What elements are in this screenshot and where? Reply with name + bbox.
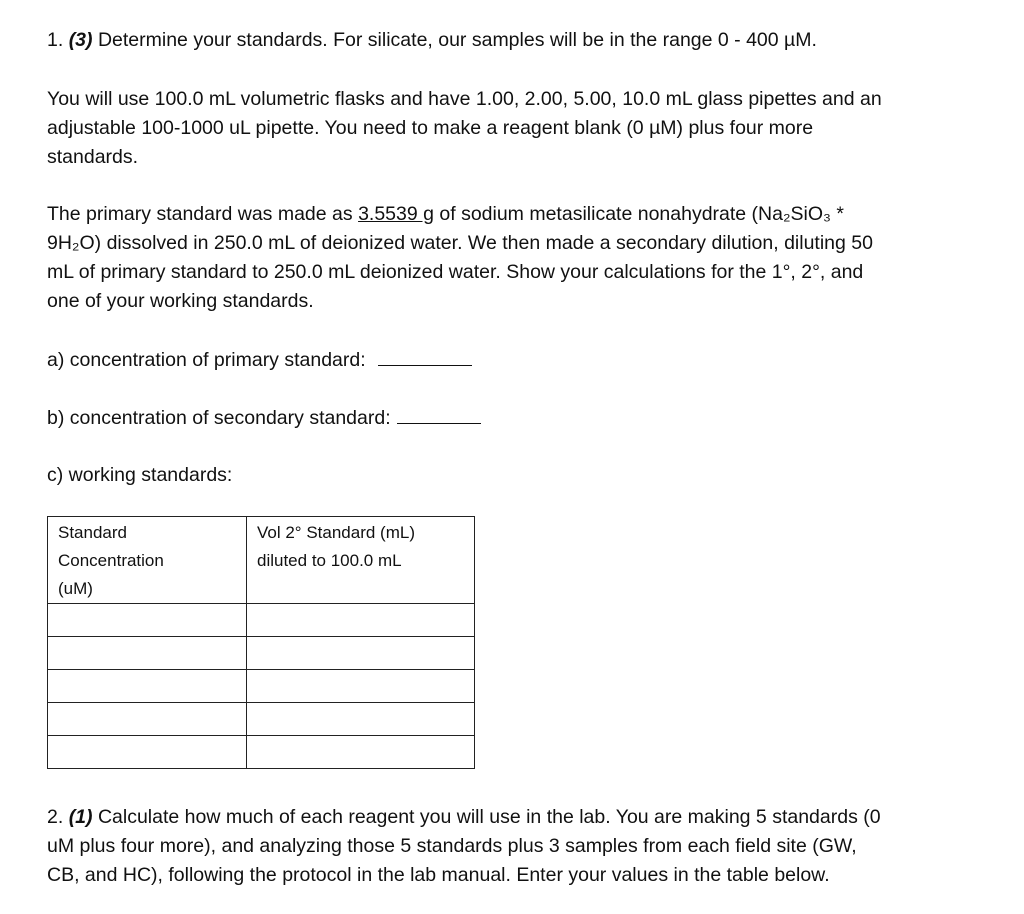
table-cell[interactable]: [48, 736, 247, 769]
table-cell[interactable]: [48, 637, 247, 670]
table-row: [48, 736, 475, 769]
answer-blank-b[interactable]: [397, 405, 481, 424]
primary-standard-paragraph: [47, 200, 997, 316]
header-concentration: Standard Concentration (uM): [48, 517, 247, 604]
header-volume: Vol 2° Standard (mL) diluted to 100.0 mL: [247, 517, 475, 604]
paragraph-line: uM plus four more), and analyzing those 5 standards plus 3 samples from each field site (GW,: [47, 835, 857, 857]
table-row: [48, 670, 475, 703]
line-text: of sodium metasilicate nonahydrate (Na₂SiO₃ *: [433, 203, 845, 225]
question-number: 1.: [47, 29, 69, 51]
paragraph-line: [47, 803, 997, 832]
table-cell[interactable]: [247, 604, 475, 637]
paragraph-line: You will use 100.0 mL volumetric flasks and have 1.00, 2.00, 5.00, 10.0 mL glass pipettes and an: [47, 88, 882, 110]
paragraph-line: 9H₂O) dissolved in 250.0 mL of deionized water. We then made a secondary dilution, diluting 50: [47, 232, 873, 254]
part-c-label: c) working standards:: [47, 464, 233, 486]
table-cell[interactable]: [247, 637, 475, 670]
question-text: Determine your standards. For silicate, our samples will be in the range 0 - 400 µM.: [92, 29, 817, 51]
table-row: [48, 637, 475, 670]
table-cell[interactable]: [247, 670, 475, 703]
paragraph-line: adjustable 100-1000 uL pipette. You need to make a reagent blank (0 µM) plus four more: [47, 117, 814, 139]
part-c: [47, 461, 997, 490]
part-a: [47, 346, 997, 375]
table-cell[interactable]: [48, 670, 247, 703]
table-row: [48, 703, 475, 736]
line-text: Calculate how much of each reagent you will use in the lab. You are making 5 standards (0: [92, 806, 881, 828]
paragraph-line: CB, and HC), following the protocol in the lab manual. Enter your values in the table below.: [47, 864, 830, 886]
question-number: 2.: [47, 806, 69, 828]
question-1-heading: [47, 26, 997, 55]
question-points: (1): [68, 806, 93, 828]
part-b: [47, 404, 997, 433]
table-cell[interactable]: [48, 703, 247, 736]
part-b-label: b) concentration of secondary standard:: [47, 407, 391, 429]
answer-blank-a[interactable]: [378, 347, 472, 366]
question-2: [47, 803, 997, 890]
line-text: The primary standard was made as: [47, 203, 359, 225]
working-standards-table: [47, 516, 475, 769]
table-cell[interactable]: [247, 703, 475, 736]
question-points: (3): [68, 29, 93, 51]
instructions-paragraph: [47, 85, 997, 172]
paragraph-line: one of your working standards.: [47, 290, 314, 312]
paragraph-line: mL of primary standard to 250.0 mL deionized water. Show your calculations for the 1°, 2°, and: [47, 261, 864, 283]
table-cell[interactable]: [48, 604, 247, 637]
paragraph-line: standards.: [47, 146, 139, 168]
table-header-row: [48, 517, 475, 604]
part-a-label: a) concentration of primary standard:: [47, 349, 366, 371]
table-cell[interactable]: [247, 736, 475, 769]
paragraph-line: [47, 200, 997, 229]
table-row: [48, 604, 475, 637]
mass-value: 3.5539 g: [358, 203, 434, 225]
